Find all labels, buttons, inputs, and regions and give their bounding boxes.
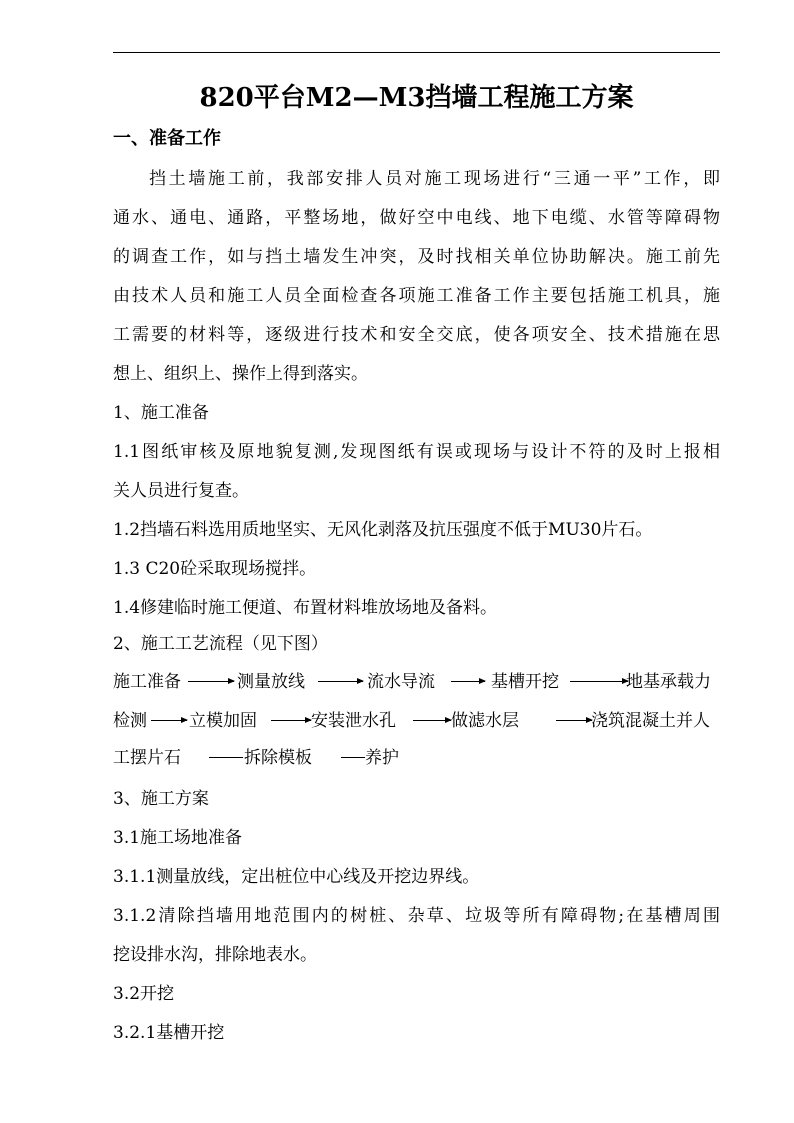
flow-step: 拆除模板 <box>244 748 312 768</box>
flow-row-3 <box>113 745 720 771</box>
flow-arrow <box>341 757 365 758</box>
flow-step: 基槽开挖 <box>491 672 559 692</box>
item-1-1-line: 关人员进行复查。 <box>113 481 249 501</box>
flow-arrow <box>318 681 363 682</box>
flow-step: 安装泄水孔 <box>311 711 396 731</box>
item-3-2-1: 3.2.1基槽开挖 <box>113 1023 225 1043</box>
flow-arrow <box>271 720 311 721</box>
document-title: 820平台M2—M3挡墙工程施工方案 <box>199 83 634 113</box>
flow-step: 地基承载力 <box>626 672 711 692</box>
section-heading-preparation: 一、准备工作 <box>113 128 221 149</box>
flow-arrow <box>556 720 592 721</box>
flow-step: 立模加固 <box>189 711 257 731</box>
flow-step: 施工准备 <box>113 672 181 692</box>
flow-step: 测量放线 <box>237 672 305 692</box>
paragraph-line: 想上、组织上、操作上得到落实。 <box>113 364 368 384</box>
flow-step: 做滤水层 <box>451 711 519 731</box>
paragraph-line: 挡土墙施工前，我部安排人员对施工现场进行“三通一平”工作，即 <box>149 169 720 189</box>
paragraph-line: 通水、通电、通路，平整场地，做好空中电线、地下电缆、水管等障碍物 <box>113 208 720 228</box>
flow-arrow <box>570 681 628 682</box>
item-3-1-1: 3.1.1测量放线，定出桩位中心线及开挖边界线。 <box>113 867 480 887</box>
flow-step: 浇筑混凝土并人 <box>591 711 710 731</box>
item-3-1-2-line: 3.1.2清除挡墙用地范围内的树桩、杂草、垃圾等所有障碍物;在基槽周围 <box>113 906 720 926</box>
item-3-1: 3.1施工场地准备 <box>113 828 243 848</box>
paragraph-line: 工需要的材料等，逐级进行技术和安全交底，使各项安全、技术措施在思 <box>113 325 720 345</box>
item-1-2: 1.2挡墙石料选用质地坚实、无风化剥落及抗压强度不低于MU30片石。 <box>113 520 653 540</box>
subheading-process-flow: 2、施工工艺流程（见下图） <box>113 634 328 654</box>
flow-step: 流水导流 <box>367 672 435 692</box>
item-3-2: 3.2开挖 <box>113 984 175 1004</box>
paragraph-line: 的调查工作，如与挡土墙发生冲突，及时找相关单位协助解决。施工前先 <box>113 247 720 267</box>
flow-arrow <box>451 681 485 682</box>
flow-arrow <box>188 681 234 682</box>
flow-arrow <box>413 720 451 721</box>
flow-arrow <box>151 720 187 721</box>
item-3-1-2-line: 挖设排水沟，排除地表水。 <box>113 945 317 965</box>
subheading-construction-plan: 3、施工方案 <box>113 789 209 809</box>
paragraph-line: 由技术人员和施工人员全面检查各项施工准备工作主要包括施工机具，施 <box>113 286 720 306</box>
flow-row-1 <box>113 669 720 695</box>
flow-step: 检测 <box>113 711 147 731</box>
item-1-3: 1.3 C20砼采取现场搅拌。 <box>113 559 317 579</box>
subheading-construction-prep: 1、施工准备 <box>113 403 209 423</box>
flow-row-2 <box>113 708 720 734</box>
flow-step: 工摆片石 <box>113 748 181 768</box>
item-1-4: 1.4修建临时施工便道、布置材料堆放场地及备料。 <box>113 598 498 618</box>
header-rule <box>113 52 720 53</box>
item-1-1-line: 1.1图纸审核及原地貌复测,发现图纸有误或现场与设计不符的及时上报相 <box>113 442 720 462</box>
flow-arrow <box>209 757 243 758</box>
flow-step: 养护 <box>365 748 399 768</box>
